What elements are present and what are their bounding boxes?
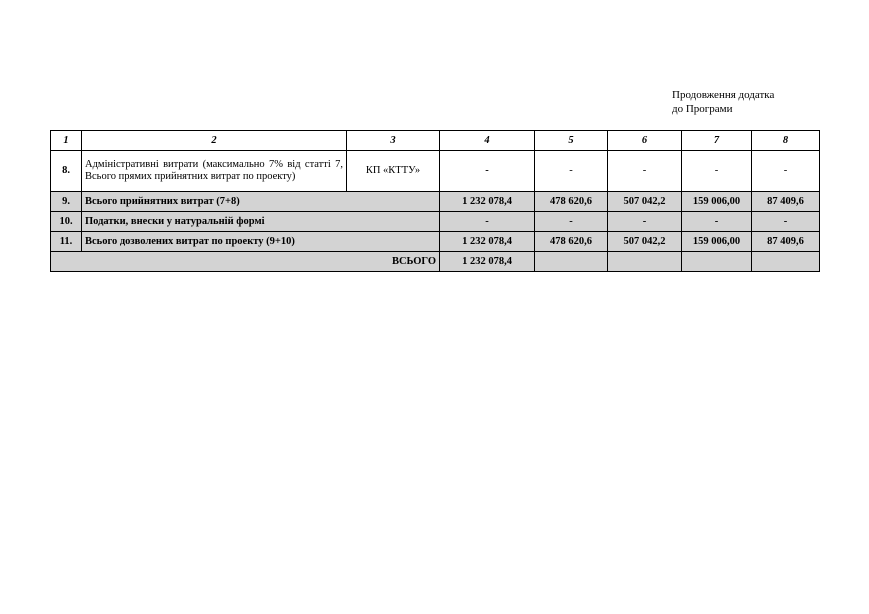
- row-value-col4: 1 232 078,4: [440, 192, 535, 212]
- appendix-caption: [672, 88, 774, 116]
- table-row-11: [51, 232, 820, 252]
- budget-table: [50, 130, 820, 272]
- row-number: 10.: [51, 212, 82, 232]
- caption-line-1: Продовження додатка: [672, 89, 775, 101]
- header-cell-4: 4: [440, 131, 535, 151]
- row-value-col8: 87 409,6: [752, 232, 820, 252]
- row-description: Податки, внески у натуральній формі: [82, 212, 440, 232]
- total-value: 1 232 078,4: [440, 252, 535, 272]
- caption-line-2: до Програми: [672, 103, 733, 115]
- row-value-col4: -: [440, 212, 535, 232]
- total-empty-col6: [608, 252, 682, 272]
- header-cell-7: 7: [682, 131, 752, 151]
- header-cell-3: 3: [347, 131, 440, 151]
- header-cell-8: 8: [752, 131, 820, 151]
- row-description: Адміністративні витрати (максимально 7% від статті 7, Всього прямих прийнятних витрат по проекту): [82, 151, 347, 192]
- row-value-col7: 159 006,00: [682, 232, 752, 252]
- row-value-col4: -: [440, 151, 535, 192]
- row-value-col6: -: [608, 151, 682, 192]
- row-number: 11.: [51, 232, 82, 252]
- row-value-col8: -: [752, 151, 820, 192]
- row-value-col6: -: [608, 212, 682, 232]
- row-value-col5: -: [535, 151, 608, 192]
- total-empty-col5: [535, 252, 608, 272]
- table-row-9: [51, 192, 820, 212]
- row-executor: КП «КТТУ»: [347, 151, 440, 192]
- row-value-col8: 87 409,6: [752, 192, 820, 212]
- table-row-10: [51, 212, 820, 232]
- row-value-col4: 1 232 078,4: [440, 232, 535, 252]
- row-value-col7: -: [682, 212, 752, 232]
- total-empty-col7: [682, 252, 752, 272]
- row-value-col6: 507 042,2: [608, 232, 682, 252]
- total-empty-col8: [752, 252, 820, 272]
- header-cell-5: 5: [535, 131, 608, 151]
- header-cell-6: 6: [608, 131, 682, 151]
- row-value-col7: 159 006,00: [682, 192, 752, 212]
- total-row: [51, 252, 820, 272]
- row-value-col6: 507 042,2: [608, 192, 682, 212]
- row-description: Всього дозволених витрат по проекту (9+10): [82, 232, 440, 252]
- row-number: 9.: [51, 192, 82, 212]
- row-value-col5: 478 620,6: [535, 192, 608, 212]
- row-value-col5: -: [535, 212, 608, 232]
- header-row: [51, 131, 820, 151]
- total-label: ВСЬОГО: [51, 252, 440, 272]
- row-description: Всього прийнятних витрат (7+8): [82, 192, 440, 212]
- row-number: 8.: [51, 151, 82, 192]
- row-value-col7: -: [682, 151, 752, 192]
- row-value-col8: -: [752, 212, 820, 232]
- header-cell-1: 1: [51, 131, 82, 151]
- row-value-col5: 478 620,6: [535, 232, 608, 252]
- table-row-8: [51, 151, 820, 192]
- header-cell-2: 2: [82, 131, 347, 151]
